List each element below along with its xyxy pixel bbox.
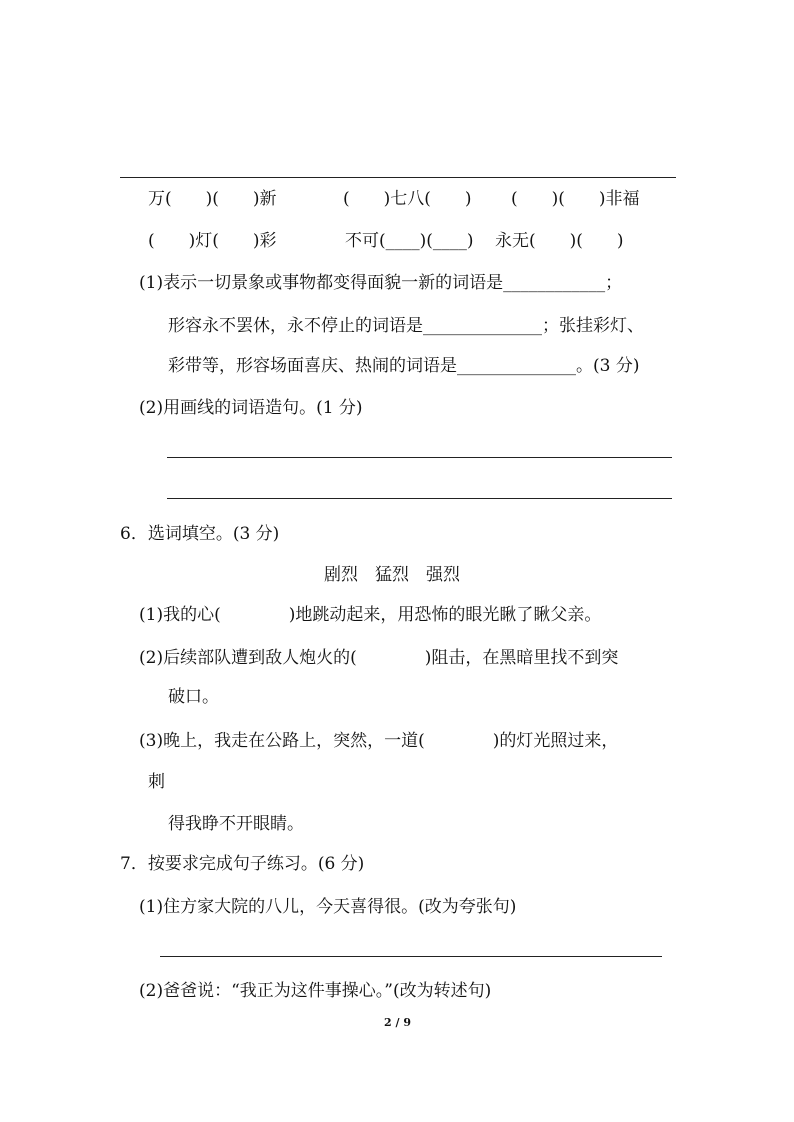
idiom-cell-5: 不可(____)(____) [345,231,474,251]
idiom-cell-2: ( )七八( ) [343,189,472,209]
q6-item-3-line3: 得我睁不开眼睛。 [168,814,304,834]
idiom-cell-1: 万( )( )新 [148,189,277,209]
header-rule [120,177,676,178]
q5-answer-line-2[interactable] [167,498,672,499]
q5-sub1-line2: 形容永不罢休，永不停止的词语是______________；张挂彩灯、 [168,316,644,336]
q5-sub1-line3: 彩带等，形容场面喜庆、热闹的词语是______________。(3 分) [168,356,640,376]
q7-item-1: (1)住方家大院的八儿，今天喜得很。(改为夸张句) [139,897,517,917]
q7-answer-line-1[interactable] [160,956,662,957]
q5-sub2: (2)用画线的词语造句。(1 分) [139,398,363,418]
q6-item-2-line2: 破口。 [168,687,219,707]
idiom-cell-3: ( )( )非福 [511,189,640,209]
q6-item-1: (1)我的心( )地跳动起来，用恐怖的眼光瞅了瞅父亲。 [139,605,602,625]
q6-item-2-line1: (2)后续部队遭到敌人炮火的( )阻击，在黑暗里找不到突 [139,648,619,668]
q6-word-options: 剧烈 猛烈 强烈 [324,565,460,585]
idiom-cell-6: 永无( )( ) [495,231,624,251]
q7-title: 7．按要求完成句子练习。(6 分) [120,854,365,874]
page-number: 2 / 9 [384,1016,411,1029]
q6-title: 6．选词填空。(3 分) [120,524,280,544]
q7-item-2: (2)爸爸说：“我正为这件事操心。”(改为转述句) [139,981,492,1001]
q6-item-3-line1: (3)晚上，我走在公路上，突然，一道( )的灯光照过来， [139,731,619,751]
idiom-cell-4: ( )灯( )彩 [148,231,277,251]
q6-item-3-line2: 刺 [148,772,165,792]
q5-answer-line-1[interactable] [167,457,672,458]
q5-sub1-line1: (1)表示一切景象或事物都变得面貌一新的词语是____________； [139,273,623,293]
